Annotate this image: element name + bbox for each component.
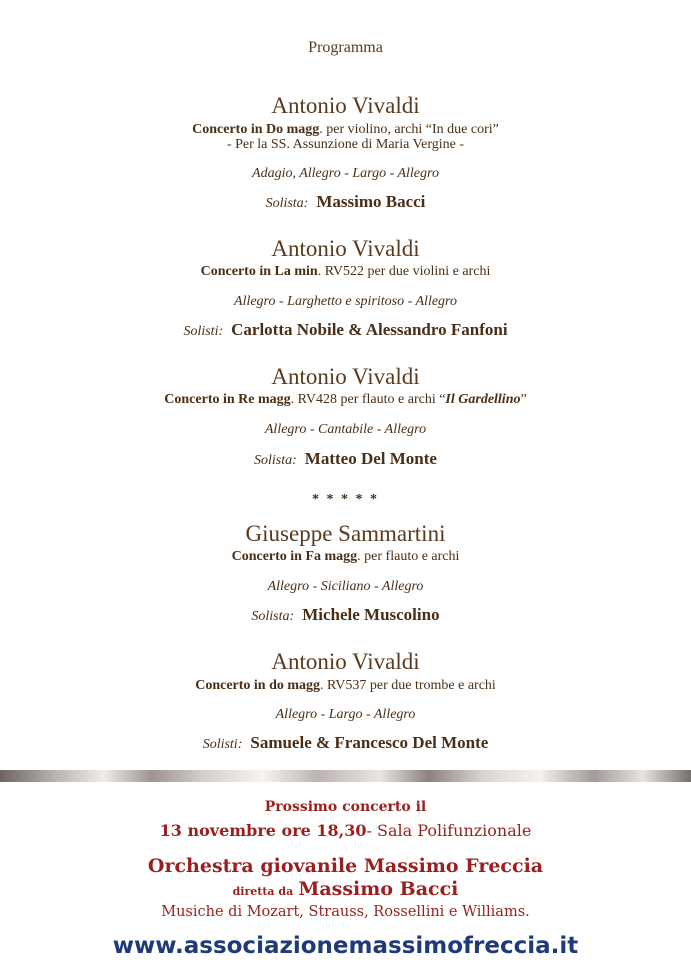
orchestra-name: Orchestra giovanile Massimo Freccia xyxy=(147,855,544,877)
composer-name: Antonio Vivaldi xyxy=(271,236,420,261)
soloist-label: Solista: xyxy=(254,453,297,468)
next-concert-date: 13 novembre ore 18,30 xyxy=(159,821,367,840)
composer-name: Antonio Vivaldi xyxy=(271,364,420,389)
composer-name: Giuseppe Sammartini xyxy=(245,521,446,546)
piece-title xyxy=(0,549,691,565)
next-concert-venue: - Sala Polifunzionale xyxy=(366,821,532,840)
piece-key: Concerto in La min xyxy=(200,264,318,279)
piece-title xyxy=(0,122,691,138)
soloist-line xyxy=(0,320,691,340)
soloist-name: Matteo Del Monte xyxy=(304,449,437,468)
soloist-line xyxy=(0,605,691,625)
piece-key: Concerto in Fa magg xyxy=(231,549,358,564)
soloist-label: Solista: xyxy=(251,609,295,624)
soloist-name: Michele Muscolino xyxy=(302,605,440,624)
soloist-name: Massimo Bacci xyxy=(316,192,426,211)
website-link[interactable]: www.associazionemassimofreccia.it xyxy=(112,933,579,959)
piece-nickname: Il Gardellino xyxy=(445,392,521,407)
soloist-line xyxy=(0,192,691,212)
soloist-label: Solista: xyxy=(265,196,309,211)
movements: Adagio, Allegro - Largo - Allegro xyxy=(252,166,439,181)
soloist-label: Solisti: xyxy=(183,324,224,339)
music-program: Musiche di Mozart, Strauss, Rossellini e Williams. xyxy=(161,904,530,920)
separator-stars: * * * * * xyxy=(312,492,379,507)
composer-name: Antonio Vivaldi xyxy=(271,93,420,118)
next-concert-label: Prossimo concerto il xyxy=(264,799,427,815)
piece-details: . RV428 per flauto e archi “ xyxy=(290,392,446,407)
soloist-line xyxy=(0,733,691,753)
piece-details: . per flauto e archi xyxy=(357,549,460,564)
soloist-name: Carlotta Nobile & Alessandro Fanfoni xyxy=(231,320,508,339)
piece-key: Concerto in Do magg xyxy=(192,122,320,137)
composer-name: Antonio Vivaldi xyxy=(271,649,420,674)
decorative-band xyxy=(0,770,691,782)
movements: Allegro - Cantabile - Allegro xyxy=(264,422,427,437)
page-heading: Programma xyxy=(308,39,383,56)
conducted-by-label: diretta da xyxy=(232,885,294,898)
piece-subtitle: - Per la SS. Assunzione di Maria Vergine - xyxy=(226,137,465,152)
piece-details: . per violino, archi “In due cori” xyxy=(319,122,499,137)
piece-details: . RV522 per due violini e archi xyxy=(317,264,491,279)
piece-quote-end: ” xyxy=(520,392,527,407)
conductor-line xyxy=(0,878,691,900)
soloist-name: Samuele & Francesco Del Monte xyxy=(250,733,489,752)
piece-key: Concerto in Re magg xyxy=(164,392,291,407)
conductor-name: Massimo Bacci xyxy=(298,878,459,900)
piece-details: . RV537 per due trombe e archi xyxy=(320,678,496,693)
next-concert-date-line xyxy=(0,821,691,840)
soloist-label: Solisti: xyxy=(202,737,243,752)
movements: Allegro - Largo - Allegro xyxy=(275,707,416,722)
piece-title xyxy=(0,392,691,408)
piece-title xyxy=(0,264,691,280)
soloist-line xyxy=(0,449,691,469)
movements: Allegro - Siciliano - Allegro xyxy=(267,579,424,594)
piece-title xyxy=(0,678,691,694)
piece-key: Concerto in do magg xyxy=(195,678,321,693)
movements: Allegro - Larghetto e spiritoso - Allegro xyxy=(234,294,457,309)
